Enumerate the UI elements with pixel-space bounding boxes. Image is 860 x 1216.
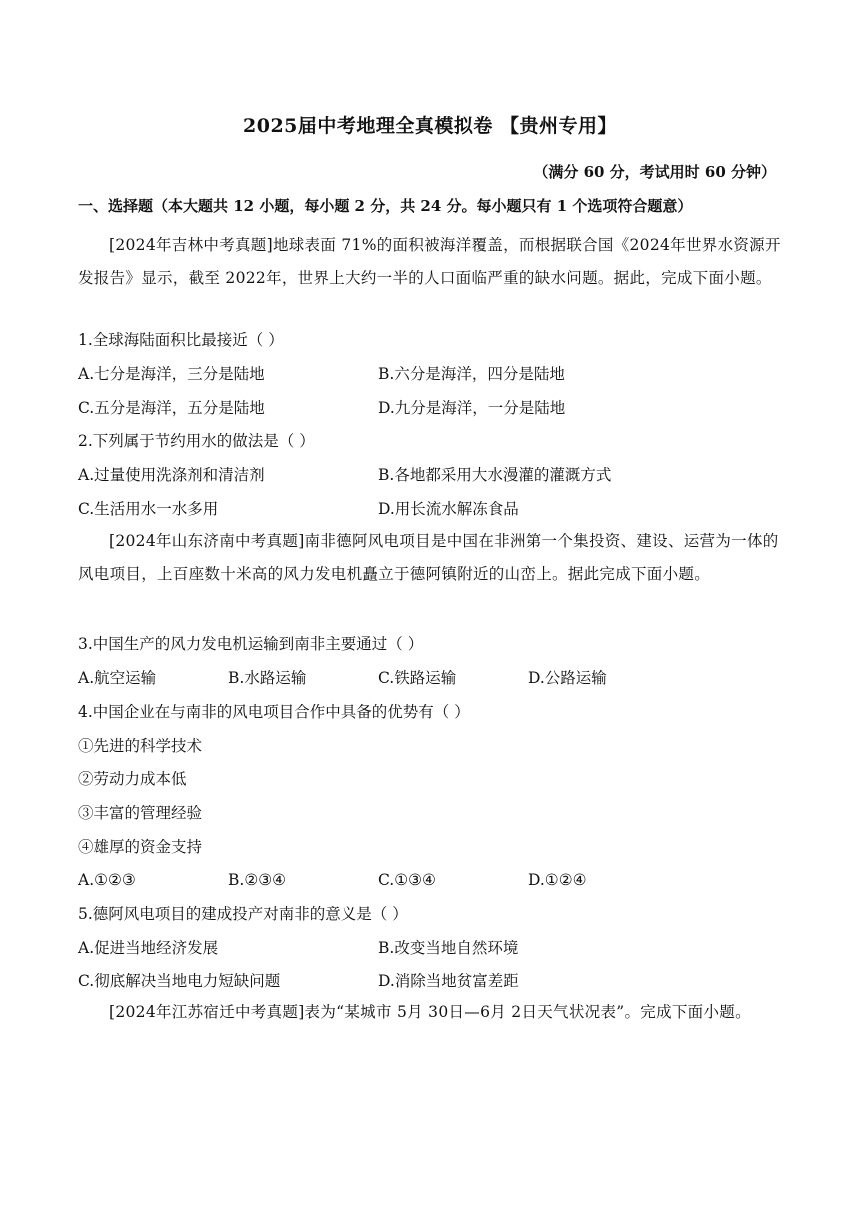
- question-2-option-c: C.生活用水一水多用: [78, 500, 219, 518]
- score-time-note: （满分 60 分，考试用时 60 分钟）: [533, 163, 776, 181]
- question-4-stem: 4.中国企业在与南非的风电项目合作中具备的优势有（ ）: [78, 703, 470, 721]
- question-3-option-b: B.水路运输: [228, 669, 307, 687]
- question-5-option-c: C.彻底解决当地电力短缺问题: [78, 972, 281, 990]
- question-1-option-c: C.五分是海洋，五分是陆地: [78, 399, 265, 417]
- material-paragraph-1: [2024年吉林中考真题]地球表面 71%的面积被海洋覆盖，而根据联合国《2024年世界水资源开发报告》显示，截至 2022年，世界上大约一半的人口面临严重的缺水问题。据此，完成下面小题。: [78, 236, 781, 287]
- question-2-option-d: D.用长流水解冻食品: [378, 500, 519, 518]
- question-3-option-d: D.公路运输: [528, 669, 607, 687]
- question-1-stem: 1.全球海陆面积比最接近（ ）: [78, 331, 284, 349]
- question-4-option-a: A.①②③: [78, 871, 136, 889]
- question-4-option-b: B.②③④: [228, 871, 287, 889]
- question-1-option-a: A.七分是海洋，三分是陆地: [78, 365, 265, 383]
- question-5-option-b: B.改变当地自然环境: [378, 939, 519, 957]
- question-4-item-1: ①先进的科学技术: [78, 737, 203, 755]
- material-paragraph-2: [2024年山东济南中考真题]南非德阿风电项目是中国在非洲第一个集投资、建设、运营为一体的风电项目，上百座数十米高的风力发电机矗立于德阿镇附近的山峦上。据此完成下面小题。: [78, 532, 779, 583]
- question-4-option-d: D.①②④: [528, 871, 587, 889]
- question-2-stem: 2.下列属于节约用水的做法是（ ）: [78, 432, 315, 450]
- exam-title: 2025届中考地理全真模拟卷 【贵州专用】: [243, 115, 617, 137]
- question-4-item-4: ④雄厚的资金支持: [78, 838, 203, 856]
- question-3-option-c: C.铁路运输: [378, 669, 457, 687]
- question-2-option-b: B.各地都采用大水漫灌的灌溉方式: [378, 466, 612, 484]
- question-1-option-b: B.六分是海洋，四分是陆地: [378, 365, 565, 383]
- question-5-option-d: D.消除当地贫富差距: [378, 972, 519, 990]
- section-heading-choice: 一、选择题（本大题共 12 小题，每小题 2 分，共 24 分。每小题只有 1 个选项符合题意）: [78, 197, 693, 215]
- question-3-stem: 3.中国生产的风力发电机运输到南非主要通过（ ）: [78, 635, 424, 653]
- question-5-option-a: A.促进当地经济发展: [78, 939, 219, 957]
- question-3-option-a: A.航空运输: [78, 669, 157, 687]
- question-4-option-c: C.①③④: [378, 871, 436, 889]
- question-2-option-a: A.过量使用洗涤剂和清洁剂: [78, 466, 265, 484]
- question-4-item-2: ②劳动力成本低: [78, 770, 187, 788]
- question-1-option-d: D.九分是海洋，一分是陆地: [378, 399, 566, 417]
- material-paragraph-3: [2024年江苏宿迁中考真题]表为“某城市 5月 30日—6月 2日天气状况表”。完成下面小题。: [109, 1003, 751, 1021]
- question-5-stem: 5.德阿风电项目的建成投产对南非的意义是（ ）: [78, 905, 408, 923]
- question-4-item-3: ③丰富的管理经验: [78, 804, 203, 822]
